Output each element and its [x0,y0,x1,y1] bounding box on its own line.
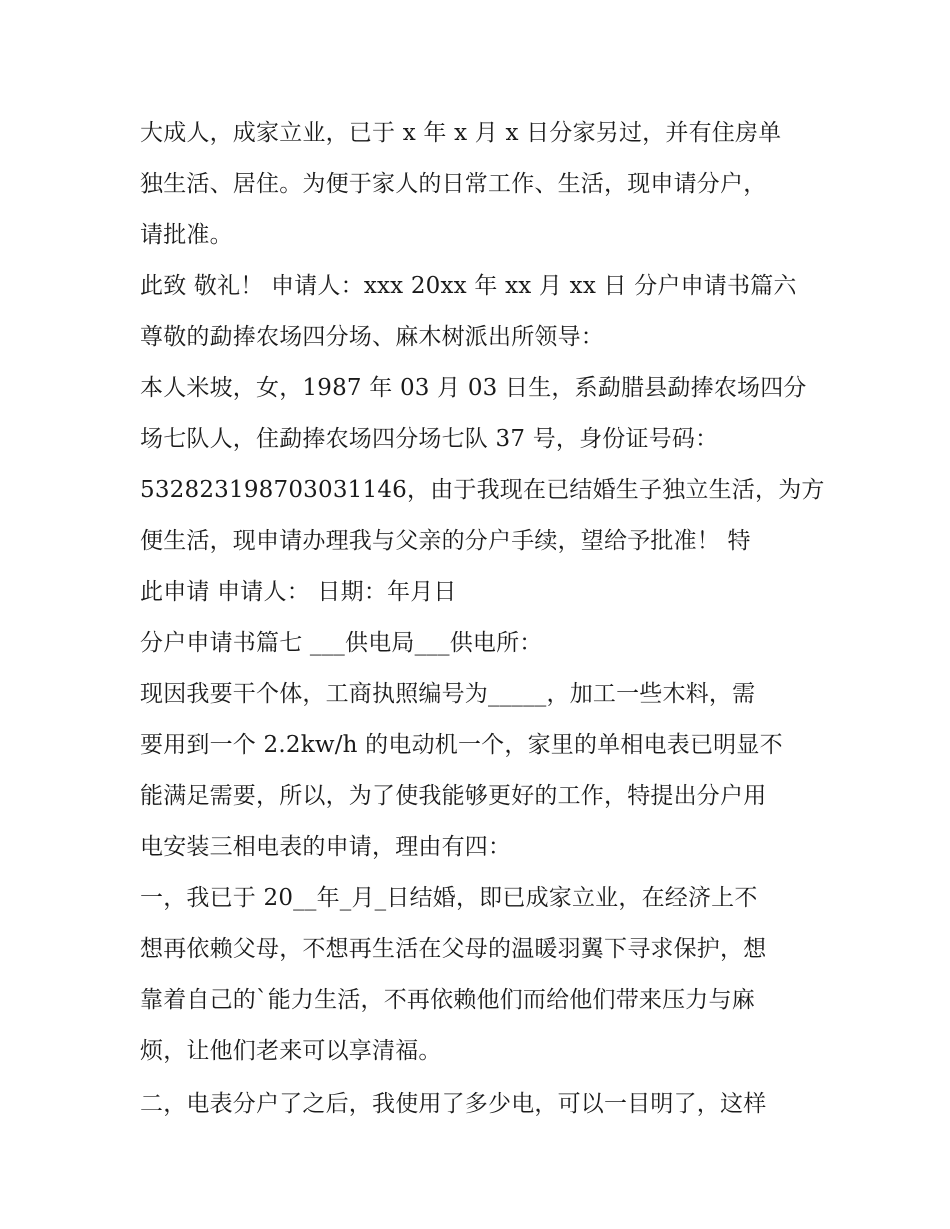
document-body [140,108,825,1130]
text-line: 能满足需要，所以，为了使我能够更好的工作，特提出分户用 [140,783,767,809]
text-line: 现因我要干个体，工商执照编号为_____，加工一些木料，需 [140,681,756,707]
text-line: 独生活、居住。为便于家人的日常工作、生活，现申请分户， [140,171,767,197]
text-line: 靠着自己的`能力生活，不再依赖他们而给他们带来压力与麻 [140,987,755,1013]
text-line: 要用到一个 2.2kw/h 的电动机一个，家里的单相电表已明显不 [140,732,783,758]
text-line: 想再依赖父母，不想再生活在父母的温暖羽翼下寻求保护，想 [140,936,767,962]
text-line: 此申请 申请人： 日期：年月日 [140,579,457,605]
text-line: 一，我已于 20__年_月_日结婚，即已成家立业，在经济上不 [140,885,758,911]
text-line: 此致 敬礼！ 申请人：xxx 20xx 年 xx 月 xx 日 分户申请书篇六 [140,273,797,299]
text-line: 请批准。 [140,222,233,248]
text-line: 本人米坡，女，1987 年 03 月 03 日生，系勐腊县勐捧农场四分 [140,375,807,401]
section-heading: 分户申请书篇七 ___供电局___供电所： [140,630,543,656]
text-line: 电安装三相电表的申请，理由有四： [140,834,512,860]
text-line: 烦，让他们老来可以享清福。 [140,1038,442,1064]
text-line: 二，电表分户了之后，我使用了多少电，可以一目明了，这样 [140,1091,767,1117]
text-line: 尊敬的勐捧农场四分场、麻木树派出所领导： [140,324,604,350]
text-line: 大成人，成家立业，已于 x 年 x 月 x 日分家另过，并有住房单 [140,120,782,146]
text-line: 532823198703031146，由于我现在已结婚生子独立生活，为方 [140,477,825,503]
text-line: 场七队人，住勐捧农场四分场七队 37 号，身份证号码： [140,426,719,452]
text-line: 便生活，现申请办理我与父亲的分户手续，望给予批准！ 特 [140,528,751,554]
